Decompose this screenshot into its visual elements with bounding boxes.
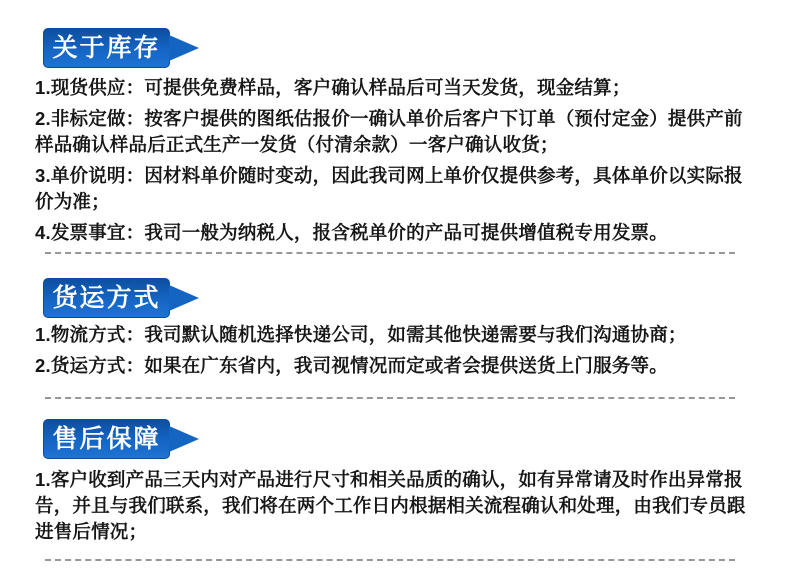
list-item-line: 样品确认样品后正式生产一发货（付清余款）一客户确认收货； (35, 134, 559, 155)
list-item-line: 2.非标定做：按客户提供的图纸估报价一确认单价后客户下订单（预付定金）提供产前 (35, 108, 743, 129)
arrow-right-icon (169, 426, 199, 452)
list-item (35, 106, 775, 158)
section-title: 货运方式 (52, 284, 161, 312)
list-item-line: 2.货运方式：如果在广东省内，我司视情况而定或者会提供送货上门服务等。 (35, 355, 668, 376)
list-item (35, 220, 775, 246)
section-body-inventory (35, 75, 775, 246)
section-header-badge-aftersales (43, 419, 170, 459)
dashed-divider (45, 559, 735, 561)
list-item-line: 告，并且与我们联系，我们将在两个工作日内根据相关流程确认和处理，由我们专员跟 (35, 495, 746, 516)
list-item (35, 75, 775, 101)
section-header-badge-shipping (43, 278, 170, 318)
list-item-line: 1.客户收到产品三天内对产品进行尺寸和相关品质的确认，如有异常请及时作出异常报 (35, 469, 743, 490)
list-item-line: 进售后情况； (35, 521, 148, 542)
section-header-badge-inventory (43, 28, 170, 68)
list-item (35, 353, 775, 379)
list-item-line: 1.现货供应：可提供免费样品，客户确认样品后可当天发货，现金结算； (35, 77, 631, 98)
list-item (35, 163, 775, 215)
dashed-divider (45, 252, 735, 254)
arrow-right-icon (169, 285, 199, 311)
list-item-line: 4.发票事宜：我司一般为纳税人，报含税单价的产品可提供增值税专用发票。 (35, 222, 668, 243)
list-item-line: 3.单价说明：因材料单价随时变动，因此我司网上单价仅提供参考，具体单价以实际报 (35, 165, 743, 186)
section-title: 售后保障 (52, 425, 161, 453)
list-item (35, 322, 775, 348)
dashed-divider (45, 397, 735, 399)
list-item (35, 467, 775, 545)
section-title: 关于库存 (52, 34, 161, 62)
arrow-right-icon (169, 35, 199, 61)
list-item-line: 价为准； (35, 191, 110, 212)
section-body-shipping (35, 322, 775, 379)
list-item-line: 1.物流方式：我司默认随机选择快递公司，如需其他快递需要与我们沟通协商； (35, 324, 687, 345)
section-body-aftersales (35, 467, 775, 545)
